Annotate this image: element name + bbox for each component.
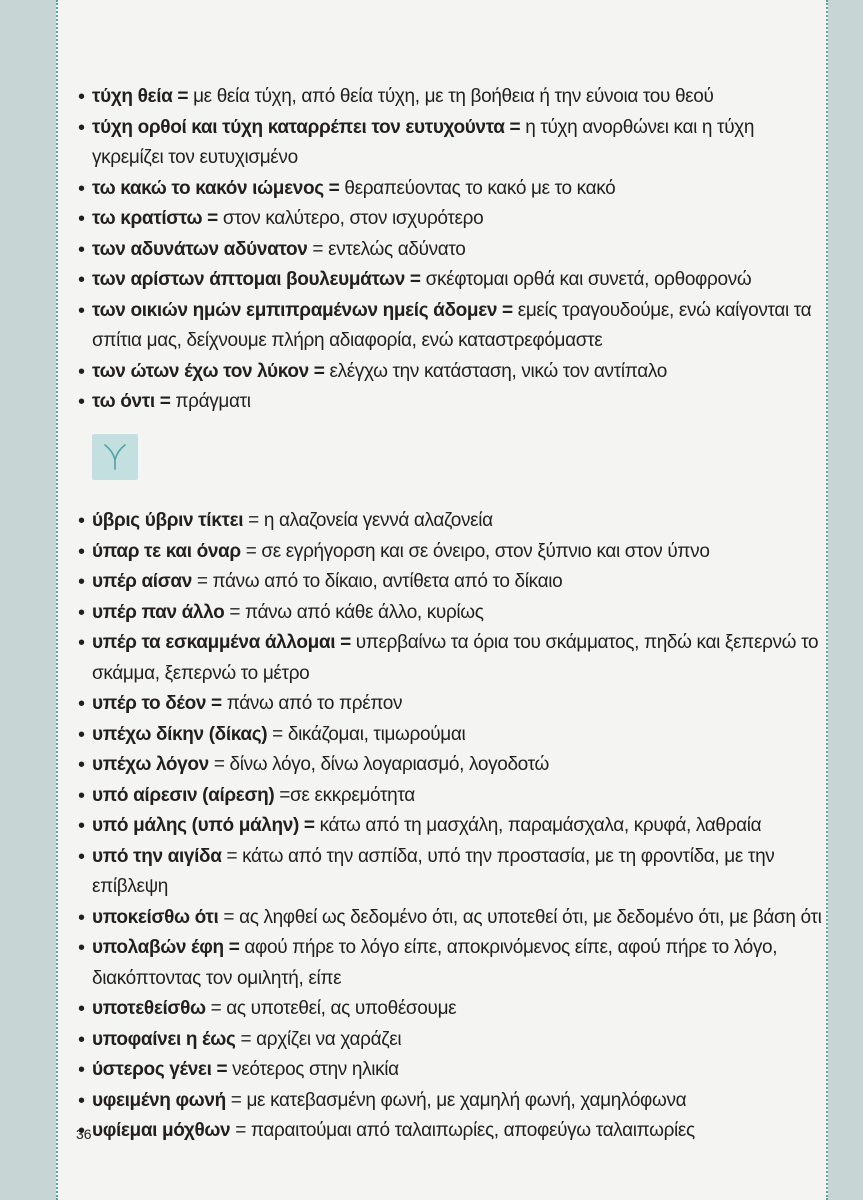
entry-item	[78, 781, 830, 812]
entry-definition: = πάνω από το δίκαιο, αντίθετα από το δίκαιο	[191, 571, 563, 592]
entry-term: υπέρ το δέον =	[92, 693, 222, 714]
entry-definition: υπερβαίνω τα όρια του σκάμματος, πηδώ και ξεπερνώ το σκάμμα, ξεπερνώ το μέτρο	[92, 632, 819, 684]
entry-term: των ώτων έχω τον λύκον =	[92, 360, 325, 382]
entry-item	[78, 720, 830, 751]
entry-definition: = παραιτούμαι από ταλαιπωρίες, αποφεύγω ταλαιπωρίες	[230, 1120, 695, 1141]
entry-term: ύστερος γένει =	[92, 1059, 228, 1080]
entry-definition: νεότερος στην ηλικία	[227, 1059, 399, 1080]
entry-term: των αρίστων άπτομαι βουλευμάτων =	[92, 269, 421, 290]
entry-definition: στον καλύτερο, στον ισχυρότερο	[217, 208, 484, 229]
entry-term: των αδυνάτων αδύνατον	[92, 238, 308, 260]
entry-item	[78, 113, 830, 174]
entry-definition: = ας υποτεθεί, ας υποθέσουμε	[205, 998, 457, 1019]
entry-item	[78, 1055, 830, 1086]
entry-term: υπό μάλης (υπό μάλην) =	[92, 815, 315, 836]
entry-item	[78, 903, 830, 934]
entry-term: τω κρατίστω =	[92, 208, 218, 229]
entry-term: υπέρ παν άλλο	[92, 601, 225, 623]
entry-term: υποφαίνει η έως	[92, 1028, 236, 1050]
entry-definition: = η αλαζονεία γεννά αλαζονεία	[243, 510, 493, 531]
entry-item	[78, 357, 830, 388]
entry-item	[78, 82, 830, 113]
entry-list-upsilon	[78, 506, 830, 1147]
entry-definition: ελέγχω την κατάσταση, νικώ τον αντίπαλο	[324, 360, 667, 382]
entry-item	[78, 387, 830, 418]
entry-term: υπό αίρεσιν (αίρεση)	[92, 784, 275, 806]
entry-term: υφίεμαι μόχθων	[92, 1120, 231, 1141]
entry-list-tau	[78, 82, 830, 418]
entry-item	[78, 174, 830, 205]
entry-definition: = αρχίζει να χαράζει	[235, 1028, 402, 1050]
entry-definition: = δικάζομαι, τιμωρούμαι	[267, 723, 466, 745]
entry-term: υποκείσθω ότι	[92, 906, 219, 928]
entry-item	[78, 296, 830, 357]
entry-item	[78, 235, 830, 266]
entry-term: των οικιών ημών εμπιπραμένων ημείς άδομεν =	[92, 299, 513, 321]
entry-definition: = ας ληφθεί ως δεδομένο ότι, ας υποτεθεί ότι, με δεδομένο ότι, με βάση ότι	[218, 906, 822, 928]
entry-definition: = δίνω λόγο, δίνω λογαριασμό, λογοδοτώ	[208, 754, 549, 775]
entry-item	[78, 598, 830, 629]
entry-term: τω κακώ το κακόν ιώμενος =	[92, 177, 340, 199]
page-number: 36	[76, 1126, 92, 1142]
entry-item	[78, 842, 830, 903]
entry-definition: = εντελώς αδύνατο	[307, 238, 466, 260]
section-letter-upsilon	[101, 442, 129, 472]
entry-definition: αφού πήρε το λόγο είπε, αποκρινόμενος είπε, αφού πήρε το λόγο, διακόπτοντας τον ομιλητή, είπε	[92, 937, 778, 989]
entry-term: υφειμένη φωνή	[92, 1089, 226, 1111]
entry-definition: πράγματι	[170, 391, 251, 412]
entry-item	[78, 750, 830, 781]
entry-item	[78, 537, 830, 568]
entry-item	[78, 628, 830, 689]
entry-item	[78, 994, 830, 1025]
entry-item	[78, 506, 830, 537]
entry-item	[78, 1086, 830, 1117]
entry-item	[78, 1116, 830, 1147]
entry-item	[78, 567, 830, 598]
entry-definition: κάτω από τη μασχάλη, παραμάσχαλα, κρυφά, λαθραία	[314, 815, 762, 836]
page	[56, 0, 828, 1200]
entry-item	[78, 689, 830, 720]
entry-definition: με θεία τύχη, από θεία τύχη, με τη βοήθεια ή την εύνοια του θεού	[188, 86, 714, 107]
entry-term: υπολαβών έφη =	[92, 937, 240, 958]
entry-definition: =σε εκκρεμότητα	[274, 784, 415, 806]
entry-item	[78, 811, 830, 842]
entry-term: υποτεθείσθω	[92, 998, 206, 1019]
entry-term: υπό την αιγίδα	[92, 845, 222, 867]
entry-definition: θεραπεύοντας το κακό με το κακό	[339, 177, 616, 199]
entry-definition: εμείς τραγουδούμε, ενώ καίγονται τα σπίτια μας, δείχνουμε πλήρη αδιαφορία, ενώ καταστρεφόμαστε	[92, 299, 812, 351]
entry-term: ύπαρ τε και όναρ	[92, 540, 241, 562]
entry-term: υπέχω λόγον	[92, 754, 209, 775]
entry-item	[78, 204, 830, 235]
entry-term: υπέχω δίκην (δίκας)	[92, 723, 268, 745]
entry-definition: σκέφτομαι ορθά και συνετά, ορθοφρονώ	[420, 269, 752, 290]
entry-item	[78, 933, 830, 994]
entry-definition: πάνω από το πρέπον	[221, 693, 403, 714]
entry-definition: η τύχη ανορθώνει και η τύχη γκρεμίζει τον ευτυχισμένο	[92, 116, 755, 168]
entry-item	[78, 265, 830, 296]
entry-term: τω όντι =	[92, 391, 171, 412]
entry-term: τύχη ορθοί και τύχη καταρρέπει τον ευτυχούντα =	[92, 116, 521, 138]
entry-term: υπέρ τα εσκαμμένα άλλομαι =	[92, 632, 351, 653]
entry-definition: = σε εγρήγορση και σε όνειρο, στον ξύπνιο και στον ύπνο	[240, 540, 710, 562]
entry-term: υπέρ αίσαν	[92, 571, 192, 592]
section-letter-box	[92, 434, 138, 480]
entry-definition: = πάνω από κάθε άλλο, κυρίως	[224, 601, 484, 623]
entry-item	[78, 1025, 830, 1056]
entry-definition: = με κατεβασμένη φωνή, με χαμηλή φωνή, χαμηλόφωνα	[225, 1089, 687, 1111]
entry-term: τύχη θεία =	[92, 86, 189, 107]
entry-definition: = κάτω από την ασπίδα, υπό την προστασία, με τη φροντίδα, με την επίβλεψη	[92, 845, 775, 897]
entry-term: ύβρις ύβριν τίκτει	[92, 510, 244, 531]
